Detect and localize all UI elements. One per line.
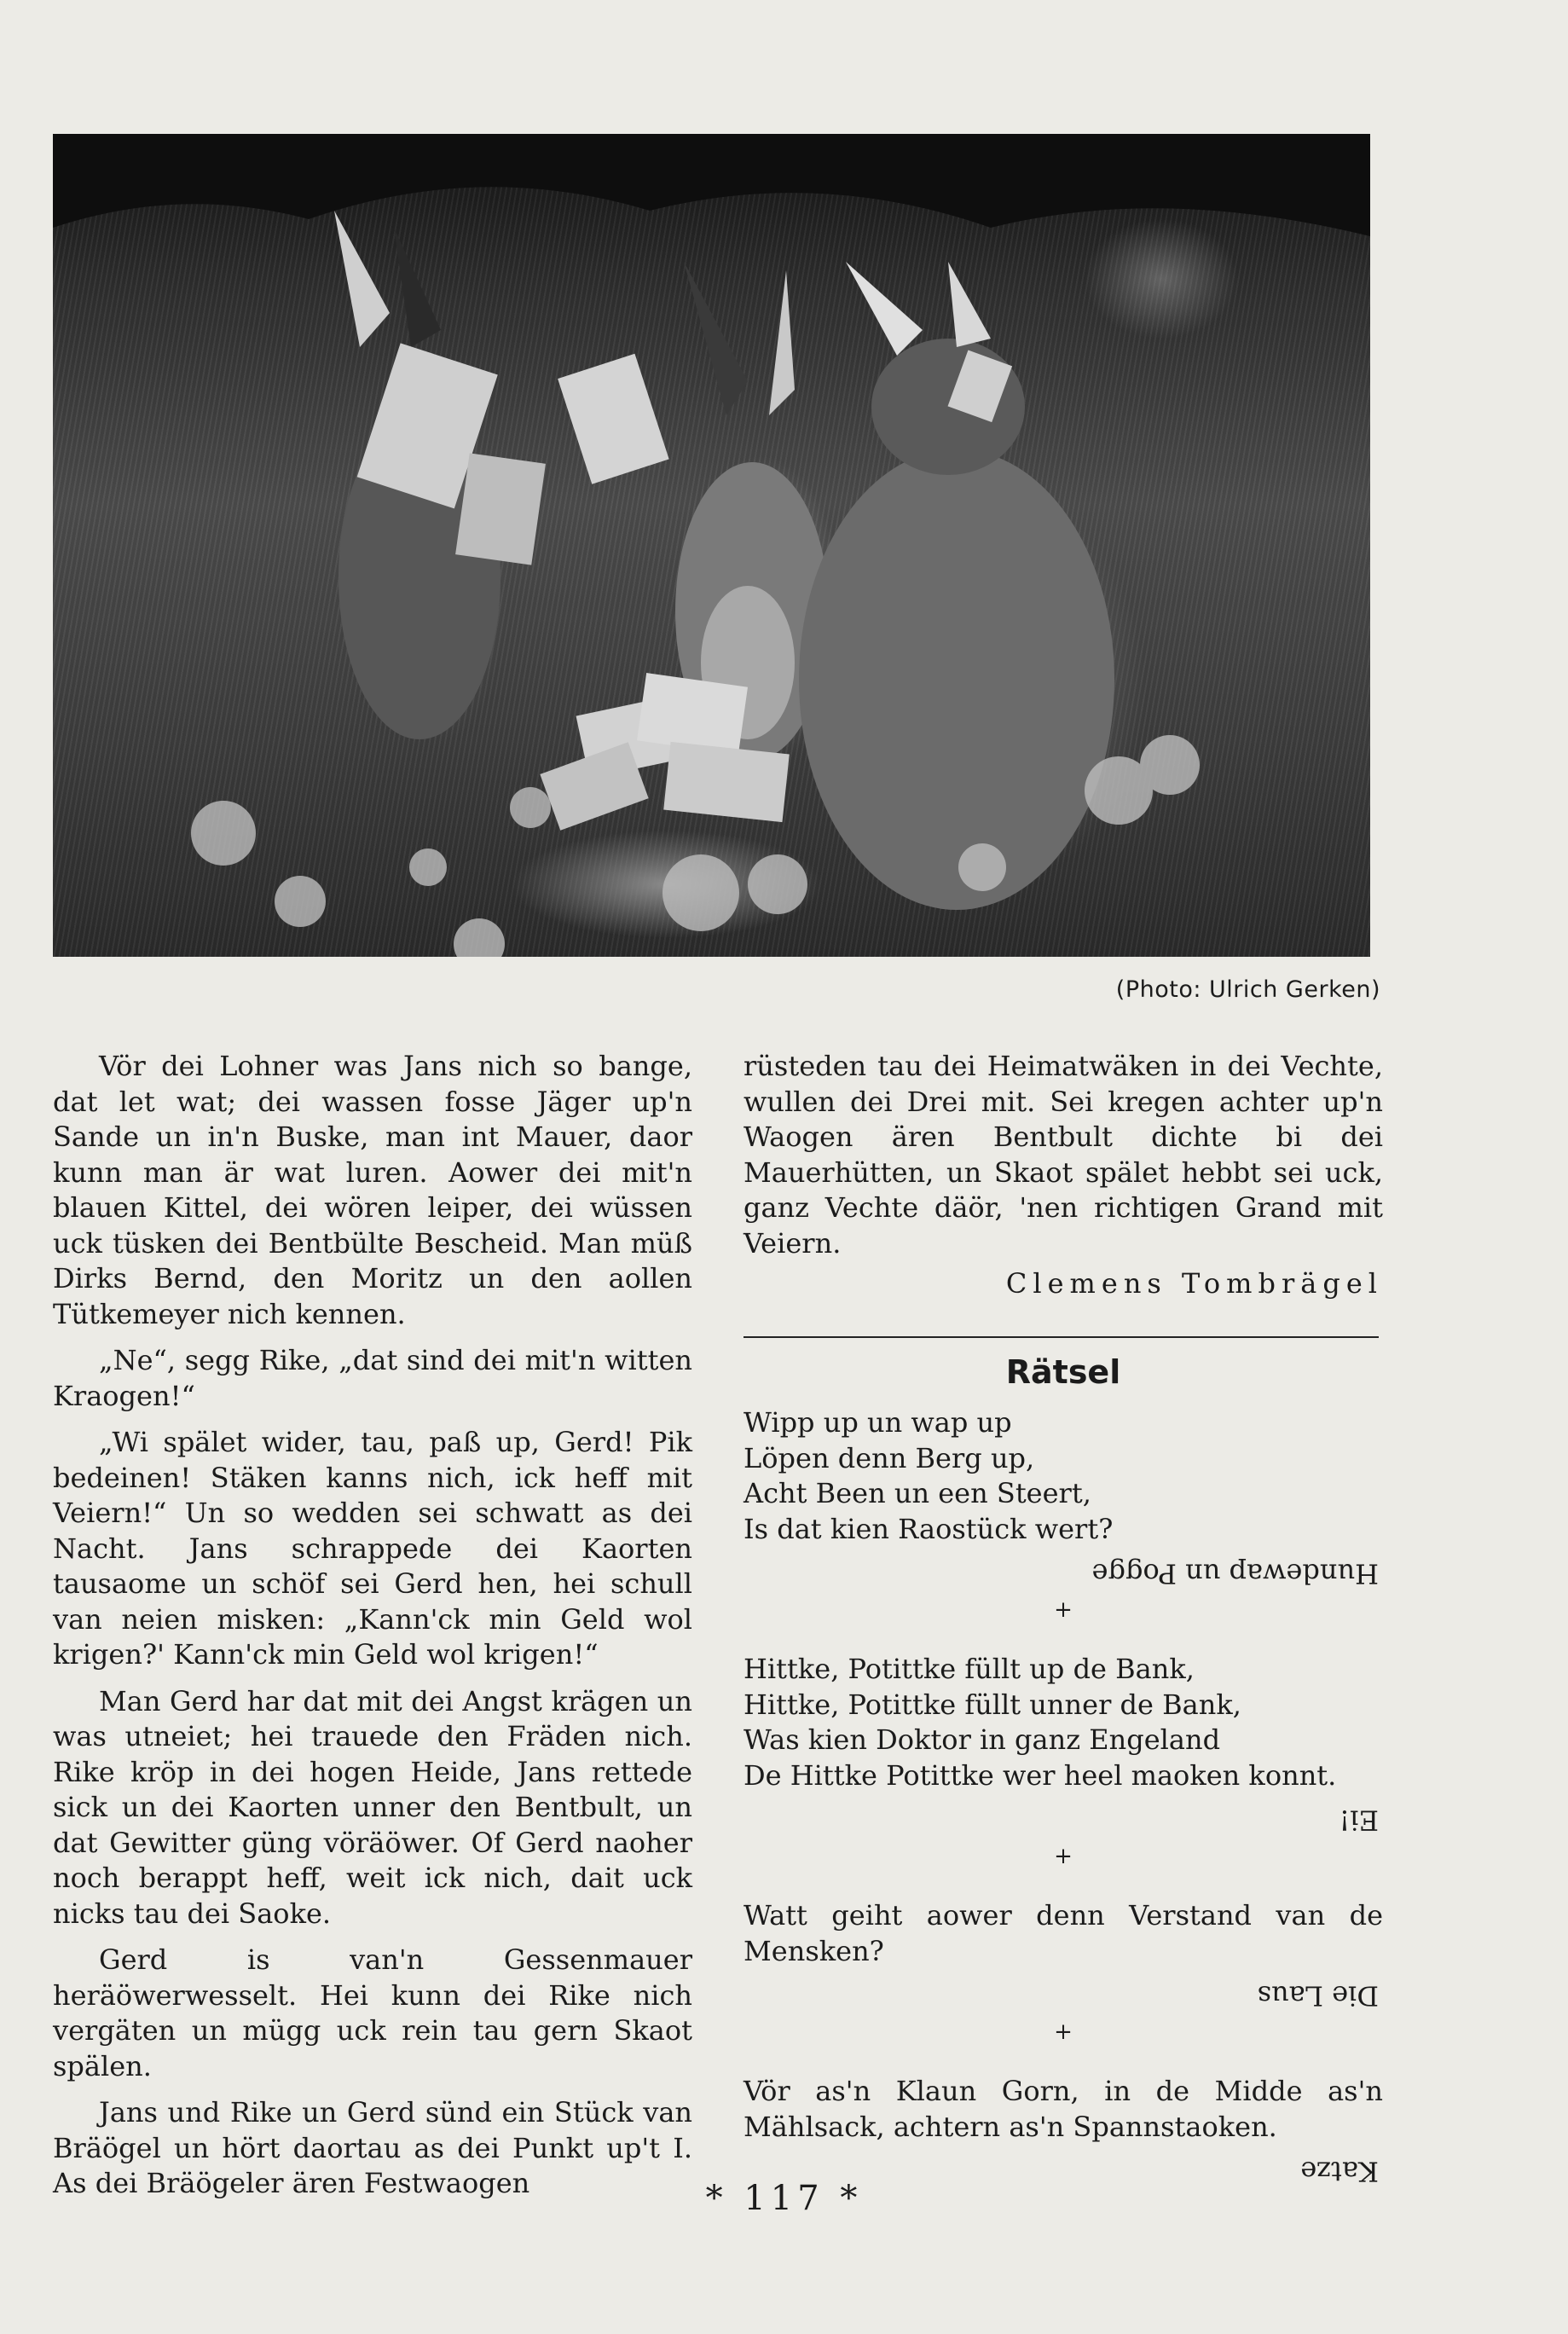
story-continuation: rüsteden tau dei Heimatwäken in dei Vechte, wullen dei Drei mit. Sei kregen achter up'n Waogen ären Bentbult dichte bi dei Mauerhütten, un Skaot spälet hebbt sei uck, ganz Vechte däör, 'nen richtigen Grand mit Veiern. (743, 1050, 1383, 1260)
riddle-1 (743, 1405, 1383, 1547)
riddle-answer-upside-down: Die Laus (1257, 1979, 1379, 2013)
riddle-4 (743, 2074, 1383, 2145)
riddle-2 (743, 1652, 1383, 1793)
story-paragraph: Man Gerd har dat mit dei Angst krägen un was utneiet; hei trauede den Fräden nich. Rike kröp in dei hogen Heide, Jans rettede sick un dei Kaorten unner den Bentbult, un dat Gewitter güng vöräöwer. Of Gerd naoher noch berappt heff, weit ick nich, dait uck nicks tau dei Saoke. (53, 1684, 692, 1930)
riddle-3 (743, 1898, 1383, 1969)
story-paragraph: Vör dei Lohner was Jans nich so bange, dat let wat; dei wassen fosse Jäger up'n Sande un in'n Buske, man int Mauer, daor kunn man är wat luren. Aower dei mit'n blauen Kittel, dei wören leiper, dei wüssen uck tüsken dei Bentbülte Bescheid. Man müß Dirks Bernd, den Moritz un den aollen Tütkemeyer nich kennen. (53, 1050, 692, 1330)
riddle-line: Was kien Doktor in ganz Engeland (743, 1723, 1221, 1756)
story-paragraph: Jans und Rike un Gerd sünd ein Stück van Bräögel un hört daortau as dei Punkt up't I. As dei Bräögeler ären Festwaogen (53, 2096, 692, 2199)
hares-photo (53, 134, 1370, 957)
riddle-line: Wipp up un wap up (743, 1406, 1012, 1439)
riddle-line: Watt geiht aower denn Verstand van de Mensken? (743, 1899, 1383, 1967)
ratsel-title: Rätsel (1005, 1352, 1121, 1391)
page-number: * 117 * (705, 2179, 863, 2218)
photo-illustration (53, 134, 1370, 957)
riddle-answer-upside-down: Hundewap un Pogge (1091, 1557, 1379, 1590)
story-paragraph: Gerd is van'n Gessenmauer heräöwerwesselt. Hei kunn dei Rike nich vergäten un mügg uck rein tau gern Skaot spälen. (53, 1943, 692, 2082)
riddle-line: Vör as'n Klaun Gorn, in de Midde as'n Mählsack, achtern as'n Spannstaoken. (743, 2075, 1383, 2143)
riddle-separator: + (1054, 1596, 1073, 1623)
riddle-line: Is dat kien Raostück wert? (743, 1512, 1114, 1545)
section-divider (743, 1336, 1379, 1338)
riddle-line: Hittke, Potittke füllt up de Bank, (743, 1653, 1195, 1685)
riddle-answer-upside-down: Ei! (1339, 1804, 1379, 1837)
riddle-line: Hittke, Potittke füllt unner de Bank, (743, 1688, 1241, 1721)
story-paragraph: „Wi spälet wider, tau, paß up, Gerd! Pik bedeinen! Stäken kanns nich, ick heff mit Veiern!“ Un so wedden sei schwatt as dei Nacht. Jans schrappede dei Kaorten tausaome un schöf sei Gerd hen, hei schull van neien misken: „Kann'ck min Geld wol krigen?' Kann'ck min Geld wol krigen!“ (53, 1426, 692, 1671)
story-paragraph: „Ne“, segg Rike, „dat sind dei mit'n witten Kraogen!“ (53, 1344, 692, 1412)
story-author: Clemens Tombrägel (1005, 1267, 1383, 1300)
story-left-column (53, 1049, 692, 2213)
right-column (743, 1049, 1383, 2191)
riddle-line: Löpen denn Berg up, (743, 1441, 1035, 1474)
riddle-separator: + (1054, 2018, 1073, 2045)
riddle-line: Acht Been un een Steert, (743, 1477, 1091, 1509)
riddle-separator: + (1054, 1843, 1073, 1869)
riddle-line: De Hittke Potittke wer heel maoken konnt. (743, 1758, 1337, 1792)
photo-caption: (Photo: Ulrich Gerken) (1115, 976, 1380, 1003)
riddle-answer-upside-down: Katze (1300, 2155, 1379, 2188)
